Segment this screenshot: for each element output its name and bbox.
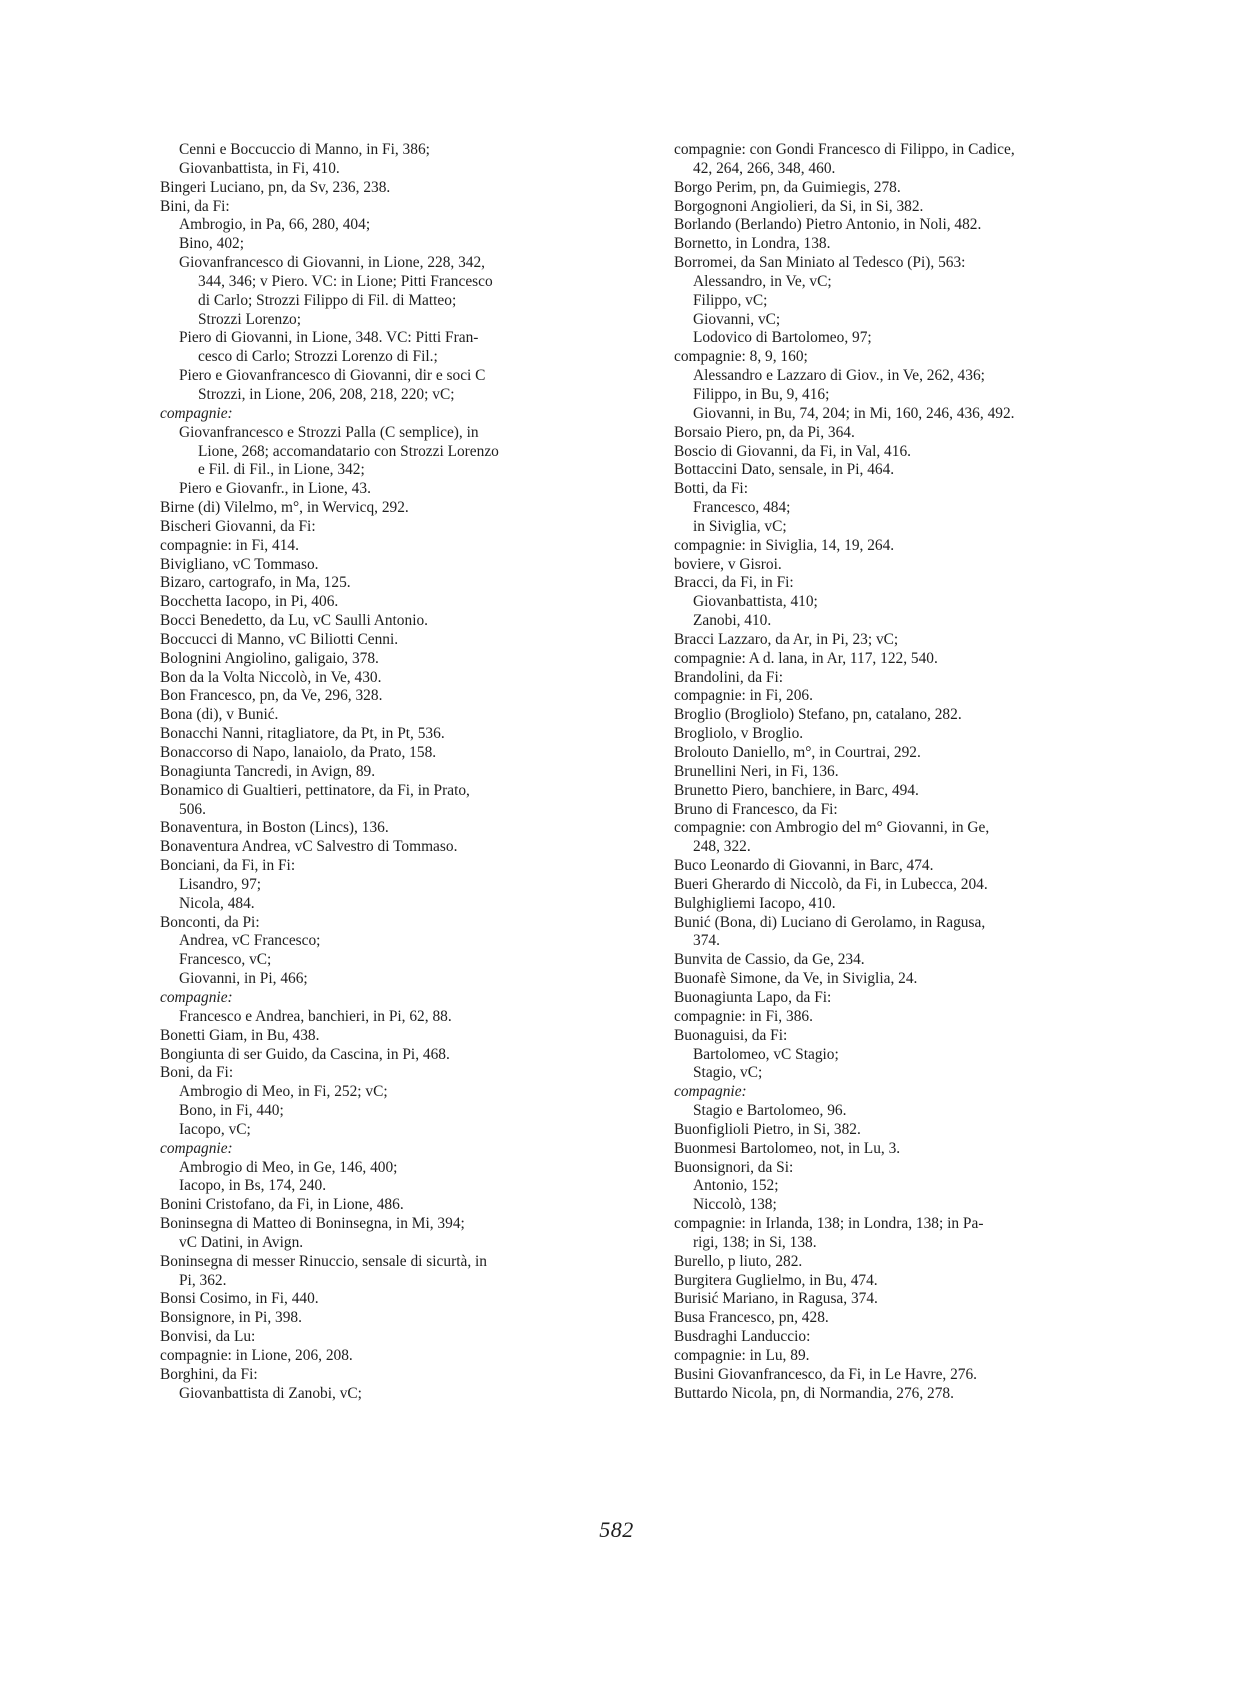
index-line: 42, 264, 266, 348, 460. bbox=[693, 159, 836, 177]
index-entry: Borgognoni Angiolieri, da Si, in Si, 382. bbox=[674, 197, 924, 215]
index-entry: Buttardo Nicola, pn, di Normandia, 276, 278. bbox=[674, 1384, 954, 1402]
index-line: Stagio, vC; bbox=[693, 1064, 763, 1082]
index-entry: Bonaventura Andrea, vC Salvestro di Tommaso. bbox=[160, 838, 458, 856]
index-entry: Bonaccorso di Napo, lanaiolo, da Prato, 158. bbox=[160, 744, 437, 761]
index-entry: Birne (di) Vilelmo, m°, in Wervicq, 292. bbox=[160, 499, 409, 517]
index-entry: Bonsignore, in Pi, 398. bbox=[160, 1309, 302, 1327]
index-entry: Bonaventura, in Boston (Lincs), 136. bbox=[160, 819, 389, 837]
index-entry: Boninsegna di messer Rinuccio, sensale di sicurtà, in bbox=[160, 1252, 487, 1270]
index-line: 374. bbox=[693, 932, 720, 950]
index-entry: Bonvisi, da Lu: bbox=[160, 1328, 256, 1346]
index-entry: Bunvita de Cassio, da Ge, 234. bbox=[674, 951, 865, 969]
index-entry: Botti, da Fi: bbox=[674, 480, 748, 498]
index-entry: Bingeri Luciano, pn, da Sv, 236, 238. bbox=[160, 178, 391, 196]
index-line: Ambrogio di Meo, in Fi, 252; vC; bbox=[179, 1083, 388, 1101]
index-entry: Buonafè Simone, da Ve, in Siviglia, 24. bbox=[674, 970, 918, 988]
index-line: Ambrogio, in Pa, 66, 280, 404; bbox=[179, 216, 371, 234]
index-entry: Boni, da Fi: bbox=[160, 1064, 234, 1082]
index-entry: Brandolini, da Fi: bbox=[674, 668, 784, 686]
index-entry: boviere, v Gisroi. bbox=[674, 555, 782, 573]
index-line: compagnie: con Gondi Francesco di Filippo, in Cadice, bbox=[674, 141, 1015, 158]
index-entry: Bulghigliemi Iacopo, 410. bbox=[674, 894, 836, 912]
index-entry: Borghini, da Fi: bbox=[160, 1365, 258, 1383]
index-entry: Buonmesi Bartolomeo, not, in Lu, 3. bbox=[674, 1139, 901, 1157]
index-entry: Bottaccini Dato, sensale, in Pi, 464. bbox=[674, 461, 895, 479]
index-line: Giovanni, in Pi, 466; bbox=[179, 970, 308, 988]
index-line: in Siviglia, vC; bbox=[693, 517, 787, 535]
index-line: Piero e Giovanfr., in Lione, 43. bbox=[179, 480, 371, 498]
index-line: compagnie: in Fi, 206. bbox=[674, 687, 813, 705]
index-entry: Bunić (Bona, di) Luciano di Gerolamo, in Ragusa, bbox=[674, 913, 986, 931]
index-line: compagnie: in Fi, 386. bbox=[674, 1007, 813, 1025]
index-line: compagnie: in Siviglia, 14, 19, 264. bbox=[674, 536, 895, 554]
index-line: Cenni e Boccuccio di Manno, in Fi, 386; bbox=[179, 141, 430, 158]
index-line: Giovanfrancesco di Giovanni, in Lione, 228, 342, bbox=[179, 254, 486, 272]
index-entry: Bonetti Giam, in Bu, 438. bbox=[160, 1026, 320, 1044]
index-line: Giovanbattista, in Fi, 410. bbox=[179, 159, 340, 177]
index-line: compagnie: bbox=[160, 1139, 233, 1157]
index-entry: Brogliolo, v Broglio. bbox=[674, 725, 804, 743]
index-entry: Bon Francesco, pn, da Ve, 296, 328. bbox=[160, 687, 383, 705]
index-entry: Bonacchi Nanni, ritagliatore, da Pt, in Pt, 536. bbox=[160, 725, 445, 743]
index-entry: Buonsignori, da Si: bbox=[674, 1158, 794, 1176]
index-line: compagnie: 8, 9, 160; bbox=[674, 348, 808, 366]
index-line: cesco di Carlo; Strozzi Lorenzo di Fil.; bbox=[198, 348, 438, 366]
index-entry: Bivigliano, vC Tommaso. bbox=[160, 555, 319, 573]
index-entry: Burello, p liuto, 282. bbox=[674, 1252, 803, 1270]
index-entry: Bornetto, in Londra, 138. bbox=[674, 235, 831, 253]
index-entry: Busini Giovanfrancesco, da Fi, in Le Havre, 276. bbox=[674, 1365, 978, 1383]
index-entry: Bocci Benedetto, da Lu, vC Saulli Antonio. bbox=[160, 612, 429, 630]
index-line: Bino, 402; bbox=[179, 235, 244, 253]
index-line: Nicola, 484. bbox=[179, 894, 255, 912]
index-entry: Bolognini Angiolino, galigaio, 378. bbox=[160, 649, 379, 667]
index-line: compagnie: con Ambrogio del m° Giovanni, in Ge, bbox=[674, 819, 990, 837]
index-entry: Bocchetta Iacopo, in Pi, 406. bbox=[160, 593, 339, 611]
index-line: Alessandro e Lazzaro di Giov., in Ve, 262, 436; bbox=[693, 367, 985, 385]
index-line: Lione, 268; accomandatario con Strozzi Lorenzo bbox=[198, 442, 499, 460]
index-line: Andrea, vC Francesco; bbox=[179, 932, 321, 950]
index-entry: Borgo Perim, pn, da Guimiegis, 278. bbox=[674, 178, 901, 196]
index-line: vC Datini, in Avign. bbox=[179, 1233, 304, 1251]
index-entry: Buonaguisi, da Fi: bbox=[674, 1026, 788, 1044]
index-entry: Bini, da Fi: bbox=[160, 197, 230, 215]
index-line: compagnie: in Lu, 89. bbox=[674, 1347, 810, 1364]
index-line: Lodovico di Bartolomeo, 97; bbox=[693, 329, 872, 347]
index-line: compagnie: in Fi, 414. bbox=[160, 536, 299, 554]
index-line: Francesco, vC; bbox=[179, 951, 272, 969]
index-line: Lisandro, 97; bbox=[179, 875, 262, 893]
index-line: compagnie: bbox=[160, 988, 233, 1006]
index-entry: Bruno di Francesco, da Fi: bbox=[674, 800, 838, 818]
index-line: Bono, in Fi, 440; bbox=[179, 1102, 284, 1120]
index-line: Iacopo, vC; bbox=[179, 1120, 251, 1138]
index-line: Francesco, 484; bbox=[693, 499, 791, 517]
index-line: Alessandro, in Ve, vC; bbox=[693, 272, 832, 290]
index-entry: Bizaro, cartografo, in Ma, 125. bbox=[160, 574, 351, 592]
index-line: di Carlo; Strozzi Filippo di Fil. di Matteo; bbox=[198, 291, 457, 309]
index-line: Giovanbattista di Zanobi, vC; bbox=[179, 1384, 362, 1402]
index-entry: Buco Leonardo di Giovanni, in Barc, 474. bbox=[674, 857, 934, 875]
index-line: Zanobi, 410. bbox=[693, 612, 772, 630]
index-line: 506. bbox=[179, 800, 206, 818]
index-entry: Bracci Lazzaro, da Ar, in Pi, 23; vC; bbox=[674, 630, 899, 648]
index-line: compagnie: in Irlanda, 138; in Londra, 138; in Pa- bbox=[674, 1215, 984, 1233]
index-entry: Bon da la Volta Niccolò, in Ve, 430. bbox=[160, 668, 382, 686]
index-line: Giovanni, vC; bbox=[693, 310, 781, 328]
index-entry: Borsaio Piero, pn, da Pi, 364. bbox=[674, 423, 855, 441]
index-entry: Bonini Cristofano, da Fi, in Lione, 486. bbox=[160, 1196, 404, 1214]
index-line: 344, 346; v Piero. VC: in Lione; Pitti Francesco bbox=[198, 272, 493, 290]
index-entry: Borromei, da San Miniato al Tedesco (Pi), 563: bbox=[674, 254, 966, 272]
index-entry: Bueri Gherardo di Niccolò, da Fi, in Lubecca, 204. bbox=[674, 875, 988, 893]
index-entry: Boninsegna di Matteo di Boninsegna, in Mi, 394; bbox=[160, 1215, 465, 1233]
index-line: Pi, 362. bbox=[179, 1271, 227, 1289]
index-entry: Bongiunta di ser Guido, da Cascina, in Pi, 468. bbox=[160, 1045, 450, 1063]
index-line: Strozzi, in Lione, 206, 208, 218, 220; vC; bbox=[198, 385, 455, 403]
index-entry: Brolouto Daniello, m°, in Courtrai, 292. bbox=[674, 744, 921, 761]
index-entry: Bonagiunta Tancredi, in Avign, 89. bbox=[160, 762, 376, 780]
index-line: Filippo, vC; bbox=[693, 291, 768, 309]
index-entry: Burgitera Guglielmo, in Bu, 474. bbox=[674, 1271, 878, 1289]
page-number: 582 bbox=[599, 1517, 634, 1542]
index-entry: Borlando (Berlando) Pietro Antonio, in Noli, 482. bbox=[674, 216, 982, 234]
index-entry: Brunellini Neri, in Fi, 136. bbox=[674, 762, 839, 780]
index-entry: Burisić Mariano, in Ragusa, 374. bbox=[674, 1290, 878, 1308]
index-line: Stagio e Bartolomeo, 96. bbox=[693, 1102, 847, 1120]
index-line: compagnie: in Lione, 206, 208. bbox=[160, 1347, 353, 1364]
index-line: Bartolomeo, vC Stagio; bbox=[693, 1045, 839, 1063]
index-entry: Boscio di Giovanni, da Fi, in Val, 416. bbox=[674, 442, 911, 460]
index-line: Piero di Giovanni, in Lione, 348. VC: Pitti Fran- bbox=[179, 329, 479, 347]
index-entry: Bracci, da Fi, in Fi: bbox=[674, 574, 794, 592]
index-line: compagnie: bbox=[674, 1083, 747, 1101]
index-entry: Buonagiunta Lapo, da Fi: bbox=[674, 988, 832, 1006]
index-entry: Bonconti, da Pi: bbox=[160, 913, 260, 931]
index-entry: Busdraghi Landuccio: bbox=[674, 1328, 811, 1346]
index-line: rigi, 138; in Si, 138. bbox=[693, 1233, 817, 1251]
index-line: Antonio, 152; bbox=[693, 1177, 779, 1195]
index-entry: Boccucci di Manno, vC Biliotti Cenni. bbox=[160, 630, 399, 648]
index-entry: Bonsi Cosimo, in Fi, 440. bbox=[160, 1290, 319, 1308]
index-line: Niccolò, 138; bbox=[693, 1196, 777, 1214]
index-entry: Buonfiglioli Pietro, in Si, 382. bbox=[674, 1120, 861, 1138]
index-entry: Busa Francesco, pn, 428. bbox=[674, 1309, 829, 1327]
index-entry: Broglio (Brogliolo) Stefano, pn, catalano, 282. bbox=[674, 706, 962, 724]
index-entry: Bonciani, da Fi, in Fi: bbox=[160, 857, 296, 875]
index-line: Giovanfrancesco e Strozzi Palla (C semplice), in bbox=[179, 423, 479, 441]
index-entry: Bona (di), v Bunić. bbox=[160, 706, 279, 724]
index-line: Giovanbattista, 410; bbox=[693, 593, 818, 611]
index-line: 248, 322. bbox=[693, 838, 751, 856]
index-line: e Fil. di Fil., in Lione, 342; bbox=[198, 461, 365, 479]
right-index-column bbox=[674, 141, 1134, 1404]
index-entry: Brunetto Piero, banchiere, in Barc, 494. bbox=[674, 781, 919, 799]
index-line: Ambrogio di Meo, in Ge, 146, 400; bbox=[179, 1158, 398, 1176]
index-line: Francesco e Andrea, banchieri, in Pi, 62, 88. bbox=[179, 1007, 452, 1025]
index-line: Piero e Giovanfrancesco di Giovanni, dir e soci C bbox=[179, 367, 486, 385]
index-line: compagnie: bbox=[160, 404, 233, 422]
index-line: compagnie: A d. lana, in Ar, 117, 122, 540. bbox=[674, 649, 938, 667]
index-line: Filippo, in Bu, 9, 416; bbox=[693, 385, 830, 403]
index-line: Giovanni, in Bu, 74, 204; in Mi, 160, 246, 436, 492. bbox=[693, 404, 1015, 422]
left-index-column bbox=[160, 141, 630, 1404]
index-entry: Bonamico di Gualtieri, pettinatore, da Fi, in Prato, bbox=[160, 781, 470, 799]
index-line: Iacopo, in Bs, 174, 240. bbox=[179, 1177, 327, 1195]
index-entry: Bischeri Giovanni, da Fi: bbox=[160, 517, 316, 535]
index-line: Strozzi Lorenzo; bbox=[198, 310, 301, 328]
